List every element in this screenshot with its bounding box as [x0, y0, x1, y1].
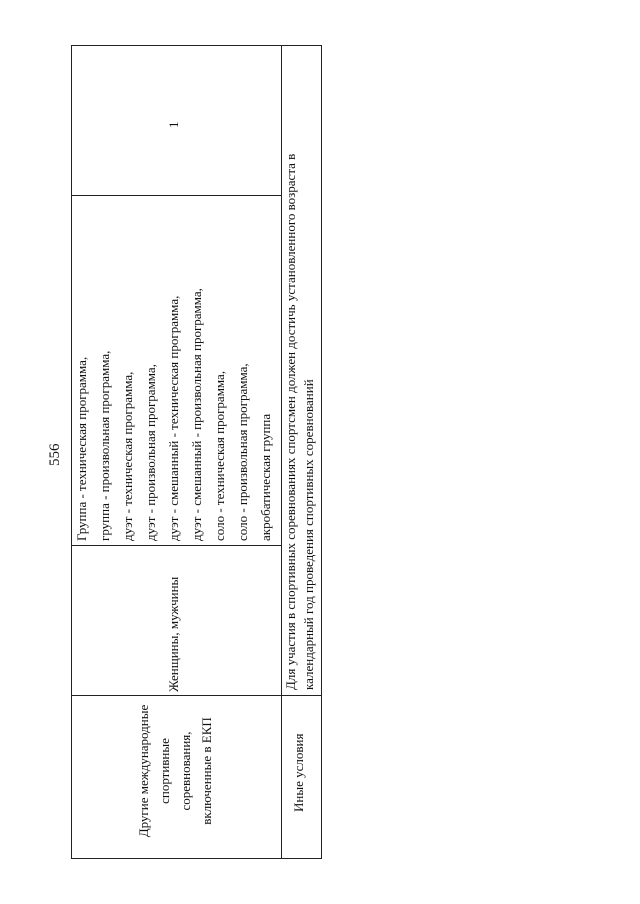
- competition-line-2: спортивные: [157, 738, 172, 804]
- page-number: 556: [47, 443, 63, 466]
- table-border-right: [321, 45, 322, 859]
- discipline-item: группа - произвольная программа,: [97, 350, 112, 541]
- conditions-text-line-1: Для участия в спортивных соревнованиях спортсмен должен достичь установленного возраста в: [283, 153, 298, 690]
- discipline-item: дуэт - смешанный - произвольная программа,: [189, 288, 204, 541]
- table-border-bottom: [71, 858, 322, 859]
- table-border-top: [71, 45, 322, 46]
- discipline-item: дуэт - смешанный - техническая программа,: [166, 295, 181, 541]
- conditions-label: Иные условия: [291, 733, 306, 812]
- competition-line-1: Другие международные: [136, 704, 151, 838]
- discipline-item: соло - техническая программа,: [212, 370, 227, 541]
- gender-cell: Женщины, мужчины: [166, 576, 181, 692]
- discipline-item: дуэт - техническая программа,: [120, 371, 135, 541]
- row2-divider: [281, 695, 321, 696]
- discipline-item: соло - произвольная программа,: [235, 363, 250, 541]
- col-divider-3: [71, 195, 281, 196]
- discipline-item: Группа - техническая программа,: [74, 356, 89, 541]
- competition-line-3: соревнования,: [178, 731, 193, 811]
- conditions-text-line-2: календарный год проведения спортивных соревнований: [301, 379, 316, 690]
- col-divider-1: [71, 695, 281, 696]
- competition-line-4: включенные в ЕКП: [199, 717, 214, 825]
- discipline-item: акробатическая группа: [258, 413, 273, 541]
- row-divider: [281, 45, 282, 859]
- discipline-item: дуэт - произвольная программа,: [143, 364, 158, 541]
- col-divider-2: [71, 545, 281, 546]
- value-cell: 1: [166, 121, 181, 128]
- table-border-left: [71, 45, 72, 859]
